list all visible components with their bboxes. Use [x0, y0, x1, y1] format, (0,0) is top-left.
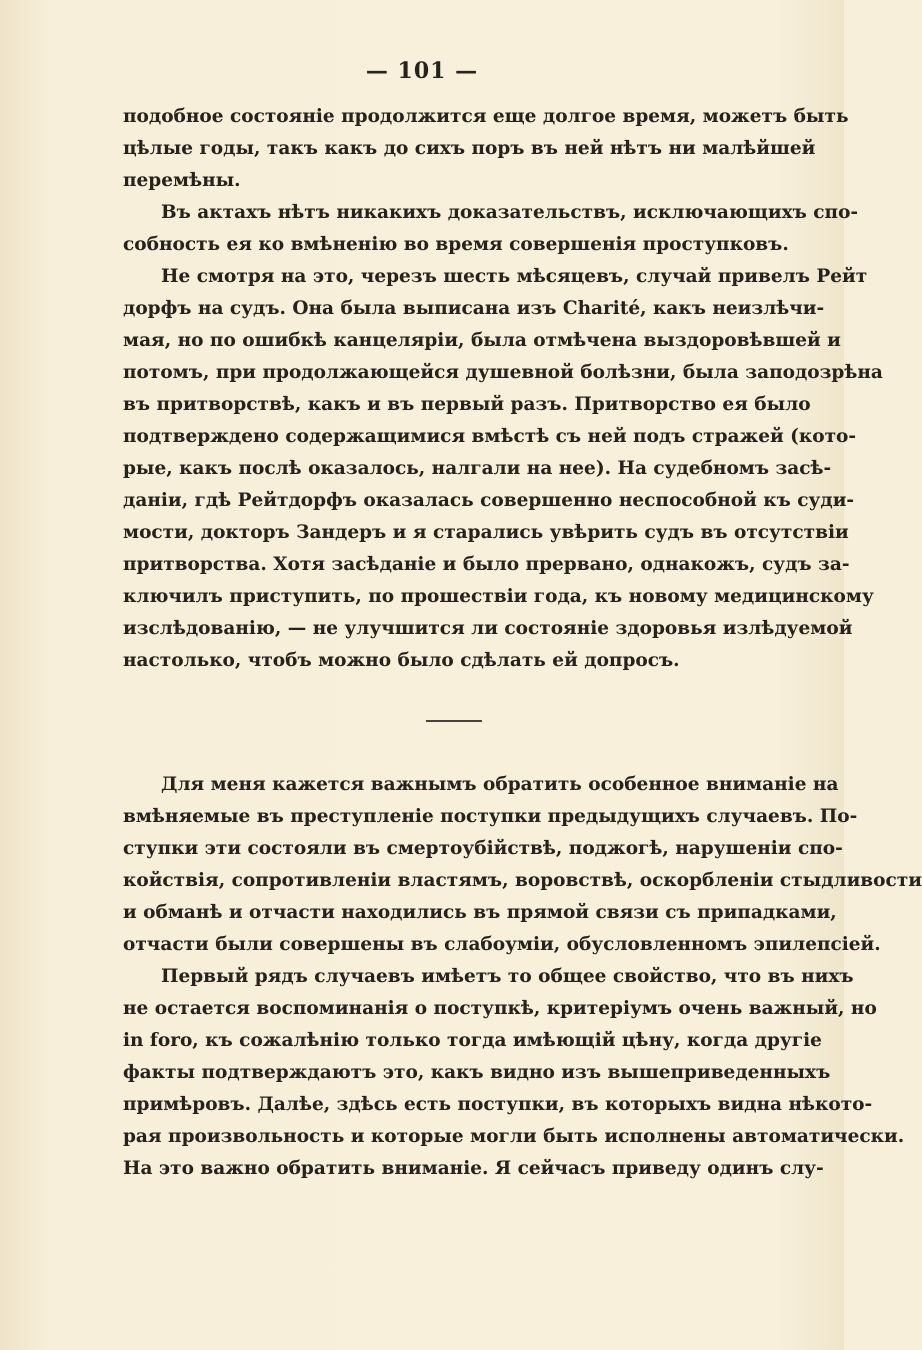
- text-line: in foro, къ сожалѣнiю только тогда имѣющiй цѣну, когда другiе: [123, 1030, 822, 1051]
- text-line: перемѣны.: [123, 170, 241, 191]
- paragraph-block-1: [123, 101, 883, 677]
- text-line: и обманѣ и отчасти находились въ прямой связи съ припадками,: [123, 902, 837, 923]
- text-line: въ притворствѣ, какъ и въ первый разъ. Притворство ея было: [123, 394, 811, 415]
- text-line: рая произвольность и которые могли быть исполнены автоматически.: [123, 1126, 905, 1147]
- text-line: мая, но по ошибкѣ канцелярiи, была отмѣчена выздоровѣвшей и: [123, 330, 841, 351]
- text-line: рые, какъ послѣ оказалось, налгали на нее). На судебномъ засѣ-: [123, 458, 832, 479]
- text-line: На это важно обратить вниманiе. Я сейчасъ приведу одинъ слу-: [123, 1158, 824, 1179]
- text-line: Для меня кажется важнымъ обратить особенное вниманiе на: [161, 774, 839, 795]
- text-line: подтверждено содержащимися вмѣстѣ съ ней подъ стражей (кото-: [123, 426, 857, 447]
- text-line: мости, докторъ Зандеръ и я старались увѣрить судъ въ отсутствiи: [123, 522, 849, 543]
- text-line: койствiя, сопротивленiи властямъ, воровствѣ, оскорбленiи стыдливости: [123, 870, 922, 891]
- section-divider: [426, 720, 482, 722]
- page-number: — 101 —: [365, 58, 479, 84]
- paragraph-block-2: [123, 769, 922, 1185]
- text-line: Не смотря на это, черезъ шесть мѣсяцевъ, случай привелъ Рейт: [161, 266, 868, 287]
- text-line: вмѣняемые въ преступленiе поступки предыдущихъ случаевъ. По-: [123, 806, 858, 827]
- text-line: ступки эти состояли въ смертоубiйствѣ, поджогѣ, нарушенiи спо-: [123, 838, 843, 859]
- text-line: цѣлые годы, такъ какъ до сихъ поръ въ ней нѣтъ ни малѣйшей: [123, 138, 816, 159]
- text-line: факты подтверждаютъ это, какъ видно изъ вышеприведенныхъ: [123, 1062, 831, 1083]
- text-line: отчасти были совершены въ слабоумiи, обусловленномъ эпилепсiей.: [123, 934, 881, 955]
- text-line: Первый рядъ случаевъ имѣетъ то общее свойство, что въ нихъ: [161, 966, 854, 987]
- text-line: изслѣдованiю, — не улучшится ли состоянiе здоровья излѣдуемой: [123, 618, 853, 639]
- text-line: собность ея ко вмѣненiю во время совершенiя проступковъ.: [123, 234, 789, 255]
- text-line: подобное состоянiе продолжится еще долгое время, можетъ быть: [123, 106, 849, 127]
- text-line: настолько, чтобъ можно было сдѣлать ей допросъ.: [123, 650, 680, 671]
- text-line: Въ актахъ нѣтъ никакихъ доказательствъ, исключающихъ спо-: [161, 202, 859, 223]
- text-line: ключилъ приступить, по прошествiи года, къ новому медицинскому: [123, 586, 874, 607]
- text-line: примѣровъ. Далѣе, здѣсь есть поступки, въ которыхъ видна нѣкото-: [123, 1094, 873, 1115]
- text-line: дорфъ на судъ. Она была выписана изъ Charité, какъ неизлѣчи-: [123, 298, 825, 319]
- text-line: не остается воспоминанiя о поступкѣ, критерiумъ очень важный, но: [123, 998, 877, 1019]
- text-line: потомъ, при продолжающейся душевной болѣзни, была заподозрѣна: [123, 362, 883, 383]
- text-line: данiи, гдѣ Рейтдорфъ оказалась совершенно неспособной къ суди-: [123, 490, 855, 511]
- text-line: притворства. Хотя засѣданiе и было прервано, однакожъ, судъ за-: [123, 554, 850, 575]
